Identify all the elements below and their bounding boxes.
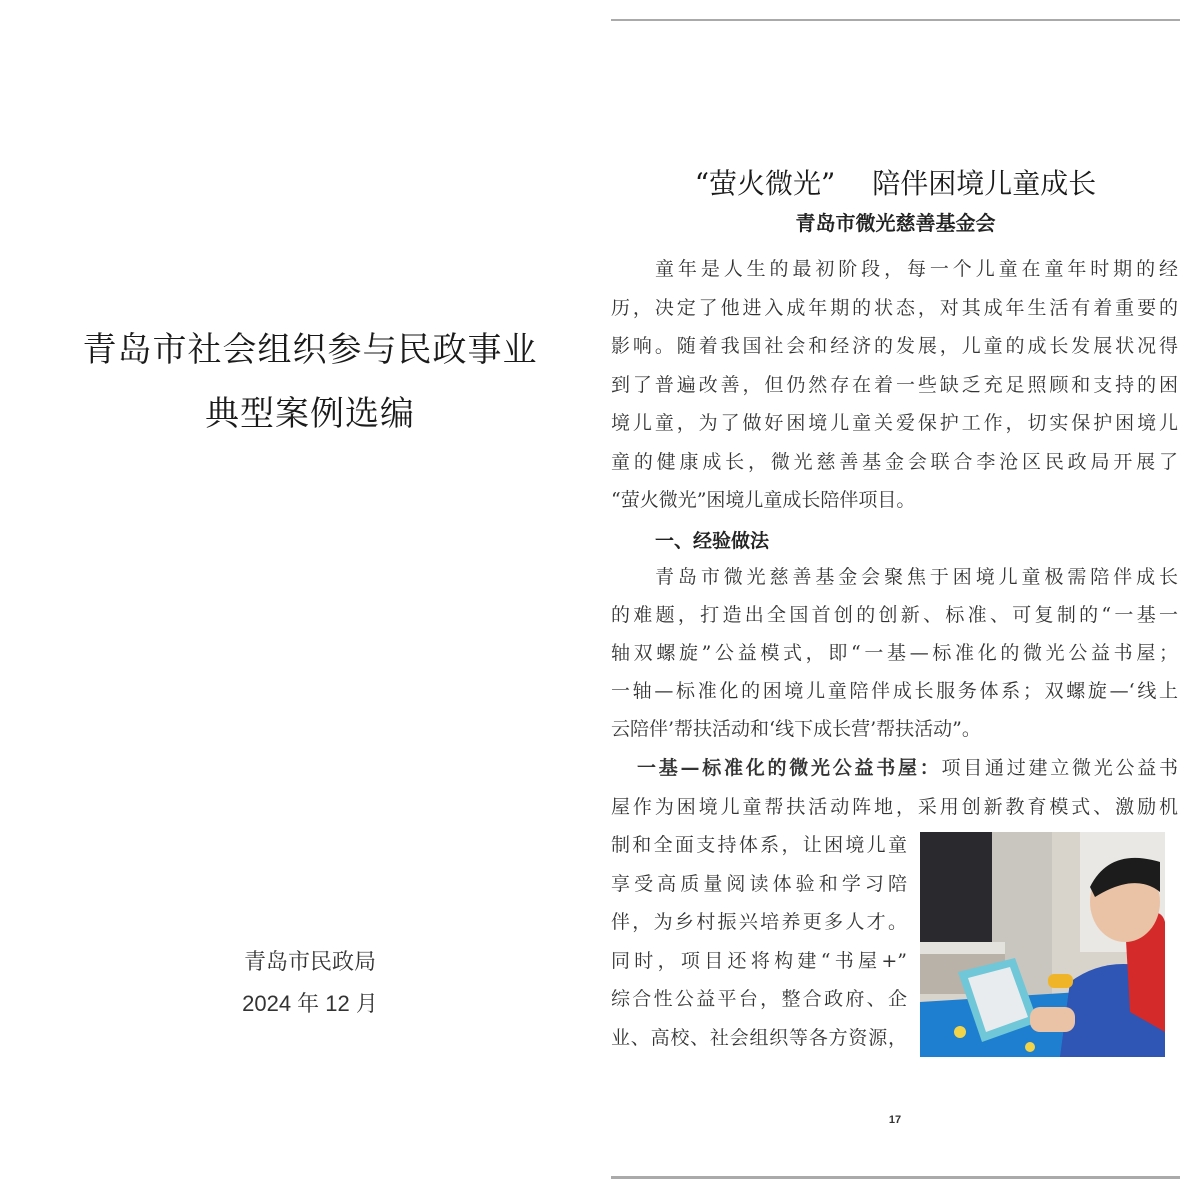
paragraph-line: 综合性公益平台，整合政府、企: [611, 988, 907, 1010]
publish-date: 2024 年 12 月: [242, 991, 378, 1016]
article-author: 青岛市微光慈善基金会: [795, 211, 996, 235]
paragraph-line: 童年是人生的最初阶段，每一个儿童在童年时期的经: [655, 258, 1178, 280]
paragraph-line: 到了普遍改善，但仍然存在着一些缺乏充足照顾和支持的困: [611, 374, 1178, 396]
paragraph-line: 同时，项目还将构建“书屋+”: [611, 950, 907, 972]
bottom-rule: [611, 1176, 1180, 1179]
paragraph-line: 屋作为困境儿童帮扶活动阵地，采用创新教育模式、激励机: [611, 796, 1178, 818]
paragraph-line: 青岛市微光慈善基金会聚焦于困境儿童极需陪伴成长: [655, 566, 1178, 588]
paragraph-line: [637, 755, 1178, 781]
paragraph-line: 云陪伴’帮扶活动和‘线下成长营’帮扶活动”。: [611, 718, 981, 740]
photo-child-reading-tablet: [920, 832, 1165, 1057]
top-rule: [611, 19, 1180, 21]
paragraph-line: 业、高校、社会组织等各方资源，: [611, 1027, 907, 1049]
paragraph-line: 的难题，打造出全国首创的创新、标准、可复制的“一基一: [611, 604, 1178, 626]
section-heading: 一、经验做法: [655, 530, 770, 552]
paragraph-line: 制和全面支持体系，让困境儿童: [611, 834, 907, 856]
article-title: “萤火微光” 陪伴困境儿童成长: [694, 167, 1097, 200]
paragraph-line: 童的健康成长，微光慈善基金会联合李沧区民政局开展了: [611, 451, 1178, 473]
document-title-line-1: 青岛市社会组织参与民政事业: [82, 330, 538, 370]
paragraph-line: 享受高质量阅读体验和学习陪: [611, 873, 907, 895]
paragraph-line: 伴，为乡村振兴培养更多人才。: [611, 911, 907, 933]
paragraph-line: “萤火微光”困境儿童成长陪伴项目。: [611, 489, 916, 511]
document-title-line-2: 典型案例选编: [205, 394, 415, 434]
paragraph-line: 轴双螺旋”公益模式，即“一基—标准化的微光公益书屋；: [611, 642, 1178, 664]
paragraph-line: 境儿童，为了做好困境儿童关爱保护工作，切实保护困境儿: [611, 412, 1178, 434]
paragraph-line: 历，决定了他进入成年期的状态，对其成年生活有着重要的: [611, 297, 1178, 319]
subheading-inline: 一基—标准化的微光公益书屋：: [637, 757, 942, 779]
publisher: 青岛市民政局: [243, 950, 376, 975]
photo-illustration: [920, 832, 1165, 1057]
paragraph-text: 项目通过建立微光公益书: [941, 757, 1178, 779]
paragraph-line: 一轴—标准化的困境儿童陪伴成长服务体系；双螺旋—‘线上: [611, 680, 1178, 702]
paragraph-line: 影响。随着我国社会和经济的发展，儿童的成长发展状况得: [611, 335, 1178, 357]
page-number: 17: [888, 1114, 902, 1126]
